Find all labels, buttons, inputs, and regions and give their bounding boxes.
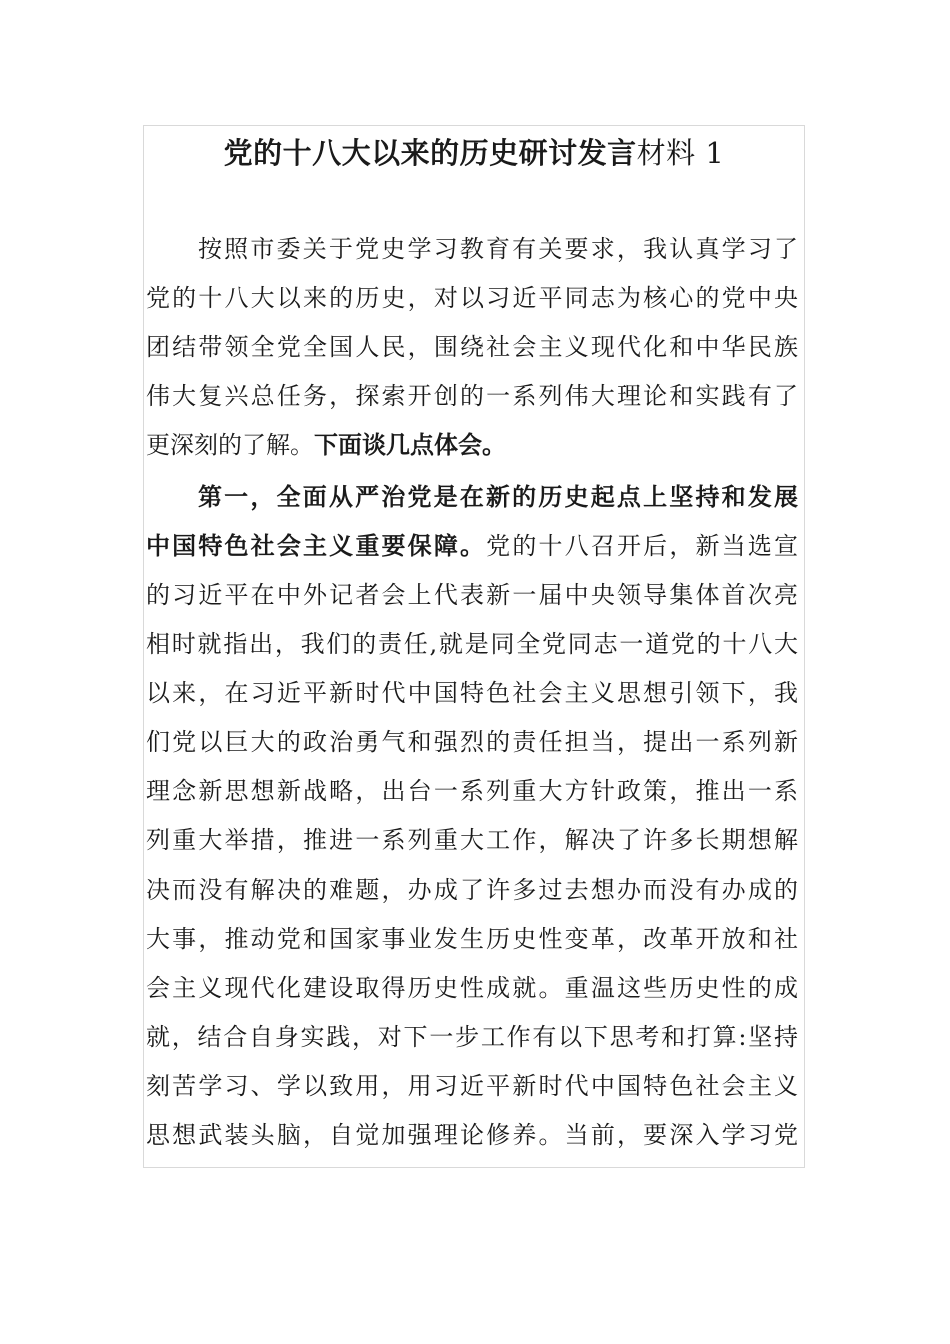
paragraph-2-line-12: 就，结合自身实践，对下一步工作有以下思考和打算:坚持	[146, 1023, 798, 1051]
paragraph-2-line-14: 思想武装头脑，自觉加强理论修养。当前，要深入学习党	[146, 1121, 798, 1149]
paragraph-1-line-1: 按照市委关于党史学习教育有关要求，我认真学习了	[198, 235, 798, 263]
paragraph-2-line-13: 刻苦学习、学以致用，用习近平新时代中国特色社会主义	[146, 1072, 798, 1100]
paragraph-1-line-4: 伟大复兴总任务，探索开创的一系列伟大理论和实践有了	[146, 382, 798, 410]
paragraph-2-line-5: 以来，在习近平新时代中国特色社会主义思想引领下，我	[146, 679, 798, 707]
paragraph-2-heading-tail: 中国特色社会主义重要保障。	[146, 531, 487, 560]
paragraph-1-emphasis: 下面谈几点体会。	[314, 430, 506, 459]
paragraph-1-line-2: 党的十八大以来的历史，对以习近平同志为核心的党中央	[146, 284, 798, 312]
paragraph-2-line-8: 列重大举措，推进一系列重大工作，解决了许多长期想解	[146, 826, 798, 854]
paragraph-1-line-5: 更深刻的了解。下面谈几点体会。	[146, 430, 506, 459]
document-title-main: 党的十八大以来的历史研讨发言	[223, 136, 637, 170]
paragraph-1-line-3: 团结带领全党全国人民，围绕社会主义现代化和中华民族	[146, 333, 798, 361]
paragraph-2-line-4: 相时就指出，我们的责任,就是同全党同志一道党的十八大	[146, 630, 798, 658]
paragraph-2-line-7: 理念新思想新战略，出台一系列重大方针政策，推出一系	[146, 777, 798, 805]
paragraph-2-line-11: 会主义现代化建设取得历史性成就。重温这些历史性的成	[146, 974, 798, 1002]
paragraph-2-line-2: 中国特色社会主义重要保障。党的十八召开后，新当选宣	[146, 531, 798, 560]
paragraph-2-line-10: 大事，推动党和国家事业发生历史性变革，改革开放和社	[146, 925, 798, 953]
paragraph-2-heading-line-1: 第一，全面从严治党是在新的历史起点上坚持和发展	[198, 482, 798, 511]
paragraph-2-line-9: 决而没有解决的难题，办成了许多过去想办而没有办成的	[146, 876, 798, 904]
document-title-suffix: 材料 1	[636, 136, 725, 170]
paragraph-2-line-6: 们党以巨大的政治勇气和强烈的责任担当，提出一系列新	[146, 728, 798, 756]
paragraph-2-line-3: 的习近平在中外记者会上代表新一届中央领导集体首次亮	[146, 581, 798, 609]
document-title	[143, 133, 805, 173]
